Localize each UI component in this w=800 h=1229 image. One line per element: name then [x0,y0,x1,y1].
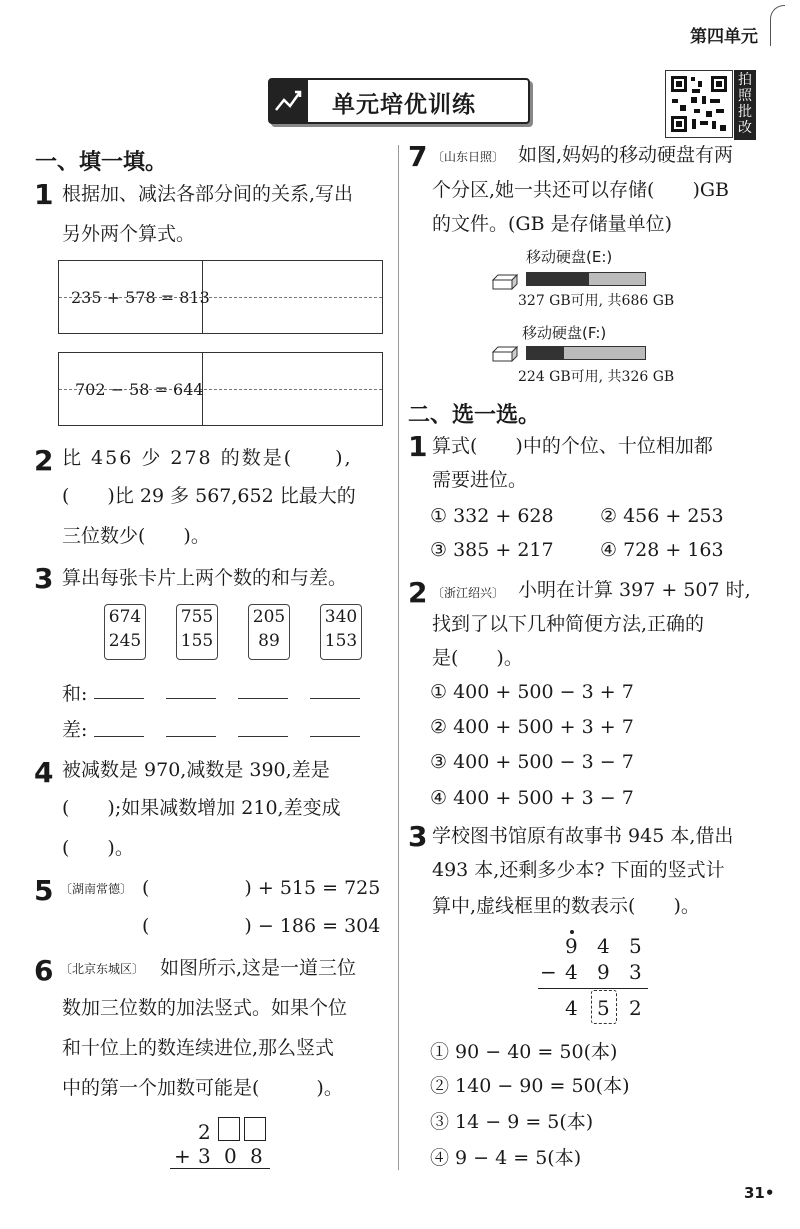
difference-blank[interactable] [166,736,216,737]
equation-box [58,260,383,334]
drive-usage-fill [527,347,564,359]
subtrahend-digit: 4 [565,960,578,984]
question-number: 1 [34,178,54,211]
drive-caption: 327 GB可用, 共686 GB [518,293,675,309]
section-title-fill: 一、填一填。 [35,150,168,175]
question-text: 根据加、减法各部分间的关系,写出 [62,183,354,205]
choice-option[interactable]: ① 400 + 500 − 3 + 7 [430,681,634,703]
answer-field[interactable] [207,301,377,327]
drive-label: 移动硬盘(E:) [526,248,613,266]
answer-field[interactable] [207,267,377,293]
given-equation: 235 + 578 = 813 [71,288,210,307]
question-text: 算出每张卡片上两个数的和与差。 [62,567,348,589]
drive-caption: 224 GB可用, 共326 GB [518,369,675,385]
result-digit: 4 [565,996,578,1020]
section-title-choose: 二、选一选。 [408,403,541,428]
question-text: ( )。 [62,837,134,859]
subtrahend-digit: 3 [629,960,642,984]
question-text: 数加三位数的加法竖式。如果个位 [62,997,348,1019]
card-bottom: 89 [258,631,280,651]
minuend-digit: 5 [629,934,642,958]
question-text: 需要进位。 [432,469,528,491]
question-text: 的文件。(GB 是存储量单位) [432,213,673,235]
question-text: 三位数少( )。 [62,525,210,547]
question-text: 学校图书馆原有故事书 945 本,借出 [432,825,734,847]
choice-option[interactable]: ④ 400 + 500 + 3 − 7 [430,787,634,809]
question-number: 2 [408,576,428,609]
question-text: 比 456 少 278 的数是( ), [62,447,353,469]
qr-label[interactable] [734,70,756,140]
question-number: 3 [408,820,428,853]
card-top: 674 [108,607,142,627]
drive-label: 移动硬盘(F:) [522,324,607,342]
sum-label: 和: [62,683,88,705]
drive-usage-bar [526,346,646,360]
source-tag: 〔山东日照〕 [432,150,505,164]
choice-option[interactable]: ④ 9 − 4 = 5(本) [430,1147,582,1169]
choice-option[interactable]: ① 90 − 40 = 50(本) [430,1041,618,1063]
card-bottom: 153 [324,631,358,651]
difference-blank[interactable] [310,736,360,737]
card-bottom: 155 [180,631,214,651]
question-number: 7 [408,140,428,173]
number-card [320,604,362,660]
choice-option[interactable]: ④ 728 + 163 [600,539,724,561]
banner [268,78,530,124]
addend-digit: 2 [198,1120,211,1144]
question-text: 小明在计算 397 + 507 时, [518,579,751,601]
source-tag: 〔浙江绍兴〕 [432,586,505,600]
card-top: 755 [180,607,214,627]
question-number: 4 [34,756,54,789]
question-text: 中的第一个加数可能是( )。 [62,1077,343,1099]
qr-label-text: 拍照批改 [738,72,752,136]
difference-blank[interactable] [94,736,144,737]
corner-decoration [770,5,785,46]
addend-digit: 3 [198,1144,211,1168]
card-bottom: 245 [108,631,142,651]
minus-sign: − [540,960,557,984]
sum-line [170,1168,270,1169]
source-tag: 〔湖南常德〕 [60,882,133,896]
addend-digit: 0 [224,1144,237,1168]
qr-code[interactable] [665,70,733,138]
card-top: 205 [252,607,286,627]
digit-box[interactable] [244,1117,266,1141]
choice-option[interactable]: ② 456 + 253 [600,505,724,527]
question-text: 如图所示,这是一道三位 [160,957,357,979]
choice-option[interactable]: ③ 400 + 500 − 3 − 7 [430,751,634,773]
result-digit: 2 [629,996,642,1020]
difference-blank[interactable] [238,736,288,737]
digit-box[interactable] [218,1117,240,1141]
answer-field[interactable] [207,359,377,385]
equation-line: ( ) − 186 = 304 [142,915,381,937]
card-top: 340 [324,607,358,627]
equation-line: ( ) + 515 = 725 [142,877,381,899]
number-card [176,604,218,660]
equation-box [58,352,383,426]
choice-option[interactable]: ① 332 + 628 [430,505,554,527]
choice-option[interactable]: ② 400 + 500 + 3 + 7 [430,716,634,738]
question-number: 6 [34,954,54,987]
question-text: ( );如果减数增加 210,差变成 [62,797,341,819]
difference-label: 差: [62,719,88,741]
question-text: 找到了以下几种简便方法,正确的 [432,613,705,635]
drive-usage-bar [526,272,646,286]
question-text: 被减数是 970,减数是 390,差是 [62,759,330,781]
chart-icon [270,80,308,122]
question-text: 和十位上的数连续进位,那么竖式 [62,1037,335,1059]
result-digit: 5 [597,996,610,1020]
sum-blank[interactable] [166,698,216,699]
number-card [248,604,290,660]
plus-sign: + [174,1144,191,1168]
question-text: 算式( )中的个位、十位相加都 [432,435,713,457]
banner-title: 单元培优训练 [332,92,476,118]
question-number: 1 [408,430,428,463]
sum-blank[interactable] [94,698,144,699]
question-text: 另外两个算式。 [62,223,196,245]
question-number: 2 [34,444,54,477]
question-text: 个分区,她一共还可以存储( )GB [432,179,730,201]
drive-usage-fill [527,273,589,285]
difference-line [538,988,648,989]
addend-digit: 8 [250,1144,263,1168]
question-text: 是( )。 [432,647,523,669]
number-card [104,604,146,660]
question-text: 算中,虚线框里的数表示( )。 [432,895,700,917]
drive-icon [492,346,518,360]
question-text: 493 本,还剩多少本? 下面的竖式计 [432,859,725,881]
minuend-digit: 9 [565,934,578,958]
choice-option[interactable]: ③ 385 + 217 [430,539,554,561]
minuend-digit: 4 [597,934,610,958]
page-number: 31• [744,1184,775,1202]
column-divider [398,145,399,1170]
subtrahend-digit: 9 [597,960,610,984]
question-text: 如图,妈妈的移动硬盘有两 [518,144,734,166]
page-number-text: 31 [744,1184,765,1202]
drive-icon [492,274,518,288]
question-number: 3 [34,562,54,595]
sum-blank[interactable] [238,698,288,699]
sum-blank[interactable] [310,698,360,699]
choice-option[interactable]: ② 140 − 90 = 50(本) [430,1075,630,1097]
given-equation: 702 − 58 = 644 [75,380,204,399]
answer-field[interactable] [207,393,377,419]
question-text: ( )比 29 多 567,652 比最大的 [62,485,356,507]
choice-option[interactable]: ③ 14 − 9 = 5(本) [430,1111,594,1133]
unit-label: 第四单元 [690,27,758,47]
question-number: 5 [34,874,54,907]
source-tag: 〔北京东城区〕 [60,962,145,976]
